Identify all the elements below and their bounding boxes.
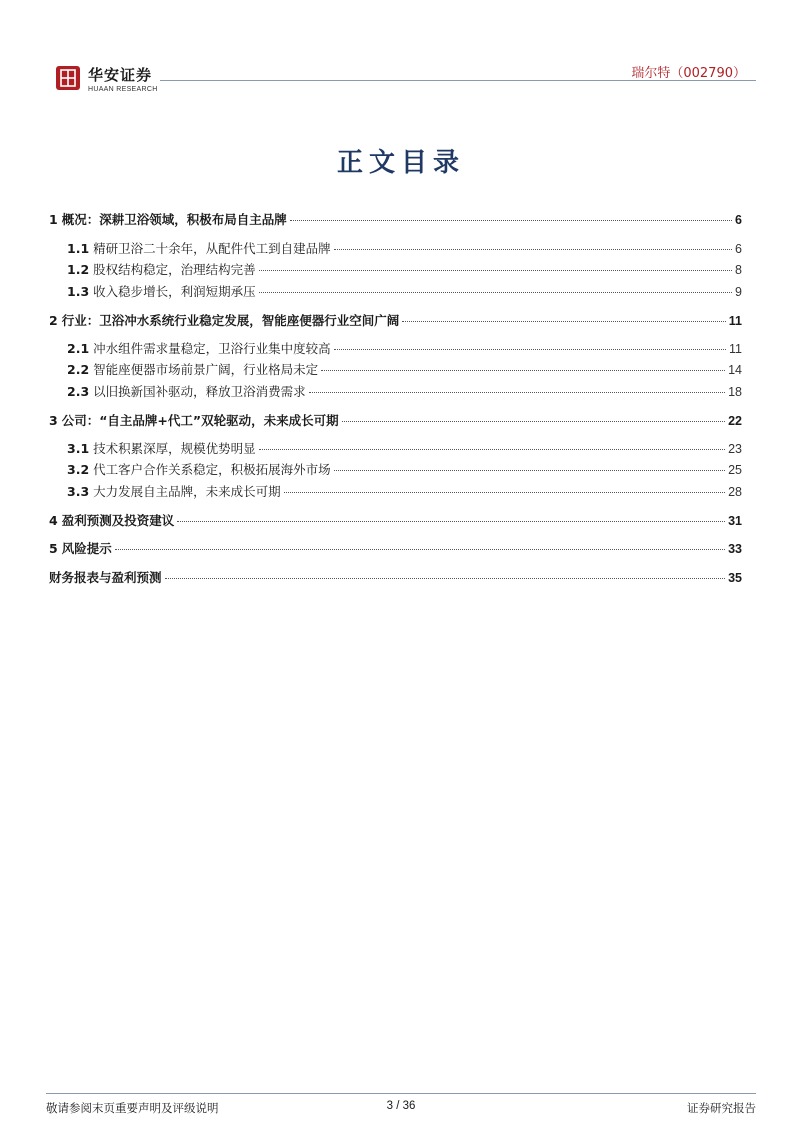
toc-entry-page: 35 [728, 571, 742, 585]
toc-entry-page: 11 [728, 314, 742, 328]
toc-entry-page: 11 [729, 342, 742, 356]
toc-entry-text: 精研卫浴二十余年，从配件代工到自建品牌 [93, 241, 331, 256]
toc-entry[interactable] [49, 413, 742, 429]
toc-entry-number: 3.2 [67, 462, 90, 477]
toc-dot-leader [309, 392, 725, 393]
toc-dot-leader [165, 578, 726, 579]
toc-entry-text: 风险提示 [61, 541, 112, 556]
footer-divider [46, 1093, 756, 1094]
toc-entry-number: 1.1 [67, 241, 90, 256]
toc-entry-page: 14 [728, 363, 742, 377]
toc-entry-page: 9 [735, 285, 742, 299]
page-header [46, 60, 756, 100]
toc-entry-page: 25 [728, 463, 742, 477]
toc-dot-leader [334, 249, 732, 250]
toc-entry[interactable] [49, 513, 742, 529]
toc-entry-number: 1.3 [67, 284, 90, 299]
toc-entry-text: 行业：卫浴冲水系统行业稳定发展，智能座便器行业空间广阔 [61, 313, 400, 328]
toc-dot-leader [259, 292, 732, 293]
page-indicator: 3 / 36 [386, 1100, 416, 1112]
company-name-cn: 华安证券 [88, 66, 153, 84]
toc-entry-text: 盈利预测及投资建议 [61, 513, 175, 528]
toc-entry[interactable] [67, 262, 742, 278]
footer-disclaimer: 敬请参阅末页重要声明及评级说明 [46, 1101, 219, 1115]
toc-entry[interactable] [67, 384, 742, 400]
report-title: 瑞尔特（002790） [631, 66, 746, 81]
toc-entry[interactable] [67, 484, 742, 500]
toc-entry-text: 冲水组件需求量稳定，卫浴行业集中度较高 [93, 341, 331, 356]
toc-entry-page: 22 [728, 414, 742, 428]
toc-dot-leader [334, 349, 726, 350]
toc-entry-text: 代工客户合作关系稳定，积极拓展海外市场 [93, 462, 331, 477]
toc-entry-page: 33 [728, 542, 742, 556]
toc-entry[interactable] [49, 541, 742, 557]
toc-entry-number: 4 [49, 513, 58, 528]
toc-dot-leader [259, 449, 725, 450]
toc-entry-page: 8 [735, 263, 742, 277]
toc-entry[interactable] [67, 362, 742, 378]
toc-entry-number: 1.2 [67, 262, 90, 277]
toc-entry[interactable] [67, 241, 742, 257]
toc-entry-number: 3.1 [67, 441, 90, 456]
toc-dot-leader [321, 370, 725, 371]
toc-entry-page: 28 [728, 485, 742, 499]
toc-dot-leader [177, 521, 725, 522]
toc-entry-number: 2 [49, 313, 58, 328]
toc-entry-number: 5 [49, 541, 58, 556]
toc-entry-number: 3 [49, 413, 58, 428]
toc-entry-text: 以旧换新国补驱动，释放卫浴消费需求 [93, 384, 306, 399]
toc-entry-text: 技术积累深厚，规模优势明显 [93, 441, 256, 456]
toc-dot-leader [259, 270, 732, 271]
toc-entry-page: 31 [728, 514, 742, 528]
toc-dot-leader [334, 470, 725, 471]
company-name-en: HUAAN RESEARCH [88, 86, 158, 93]
toc-entry-page: 18 [728, 385, 742, 399]
toc-entry[interactable] [67, 284, 742, 300]
toc-dot-leader [402, 321, 726, 322]
footer-doc-type: 证券研究报告 [687, 1101, 756, 1115]
toc-entry[interactable] [49, 313, 742, 329]
toc-entry-text: 财务报表与盈利预测 [49, 570, 162, 585]
toc-entry-text: 智能座便器市场前景广阔，行业格局未定 [93, 362, 319, 377]
toc-entry-number: 3.3 [67, 484, 90, 499]
toc-entry-page: 6 [735, 242, 742, 256]
huaan-logo-icon [56, 66, 80, 90]
toc-entry[interactable] [49, 570, 742, 586]
toc-entry-number: 2.3 [67, 384, 90, 399]
toc-dot-leader [115, 549, 725, 550]
toc-entry[interactable] [67, 441, 742, 457]
toc-entry[interactable] [67, 341, 742, 357]
toc-entry-number: 2.2 [67, 362, 90, 377]
toc-title: 正文目录 [336, 148, 465, 178]
toc-dot-leader [290, 220, 732, 221]
toc-entry-page: 6 [735, 213, 742, 227]
toc-entry-number: 2.1 [67, 341, 90, 356]
toc-dot-leader [342, 421, 725, 422]
toc-entry-text: 收入稳步增长，利润短期承压 [93, 284, 256, 299]
toc-entry-page: 23 [728, 442, 742, 456]
toc-entry-text: 公司：“自主品牌+代工”双轮驱动，未来成长可期 [61, 413, 339, 428]
toc-entry-number: 1 [49, 212, 58, 227]
toc-dot-leader [284, 492, 725, 493]
toc-entry-text: 股权结构稳定，治理结构完善 [93, 262, 256, 277]
toc-entry[interactable] [49, 212, 742, 228]
toc-entry-text: 概况：深耕卫浴领域，积极布局自主品牌 [61, 212, 287, 227]
toc-entry[interactable] [67, 462, 742, 478]
toc-entry-text: 大力发展自主品牌，未来成长可期 [93, 484, 281, 499]
